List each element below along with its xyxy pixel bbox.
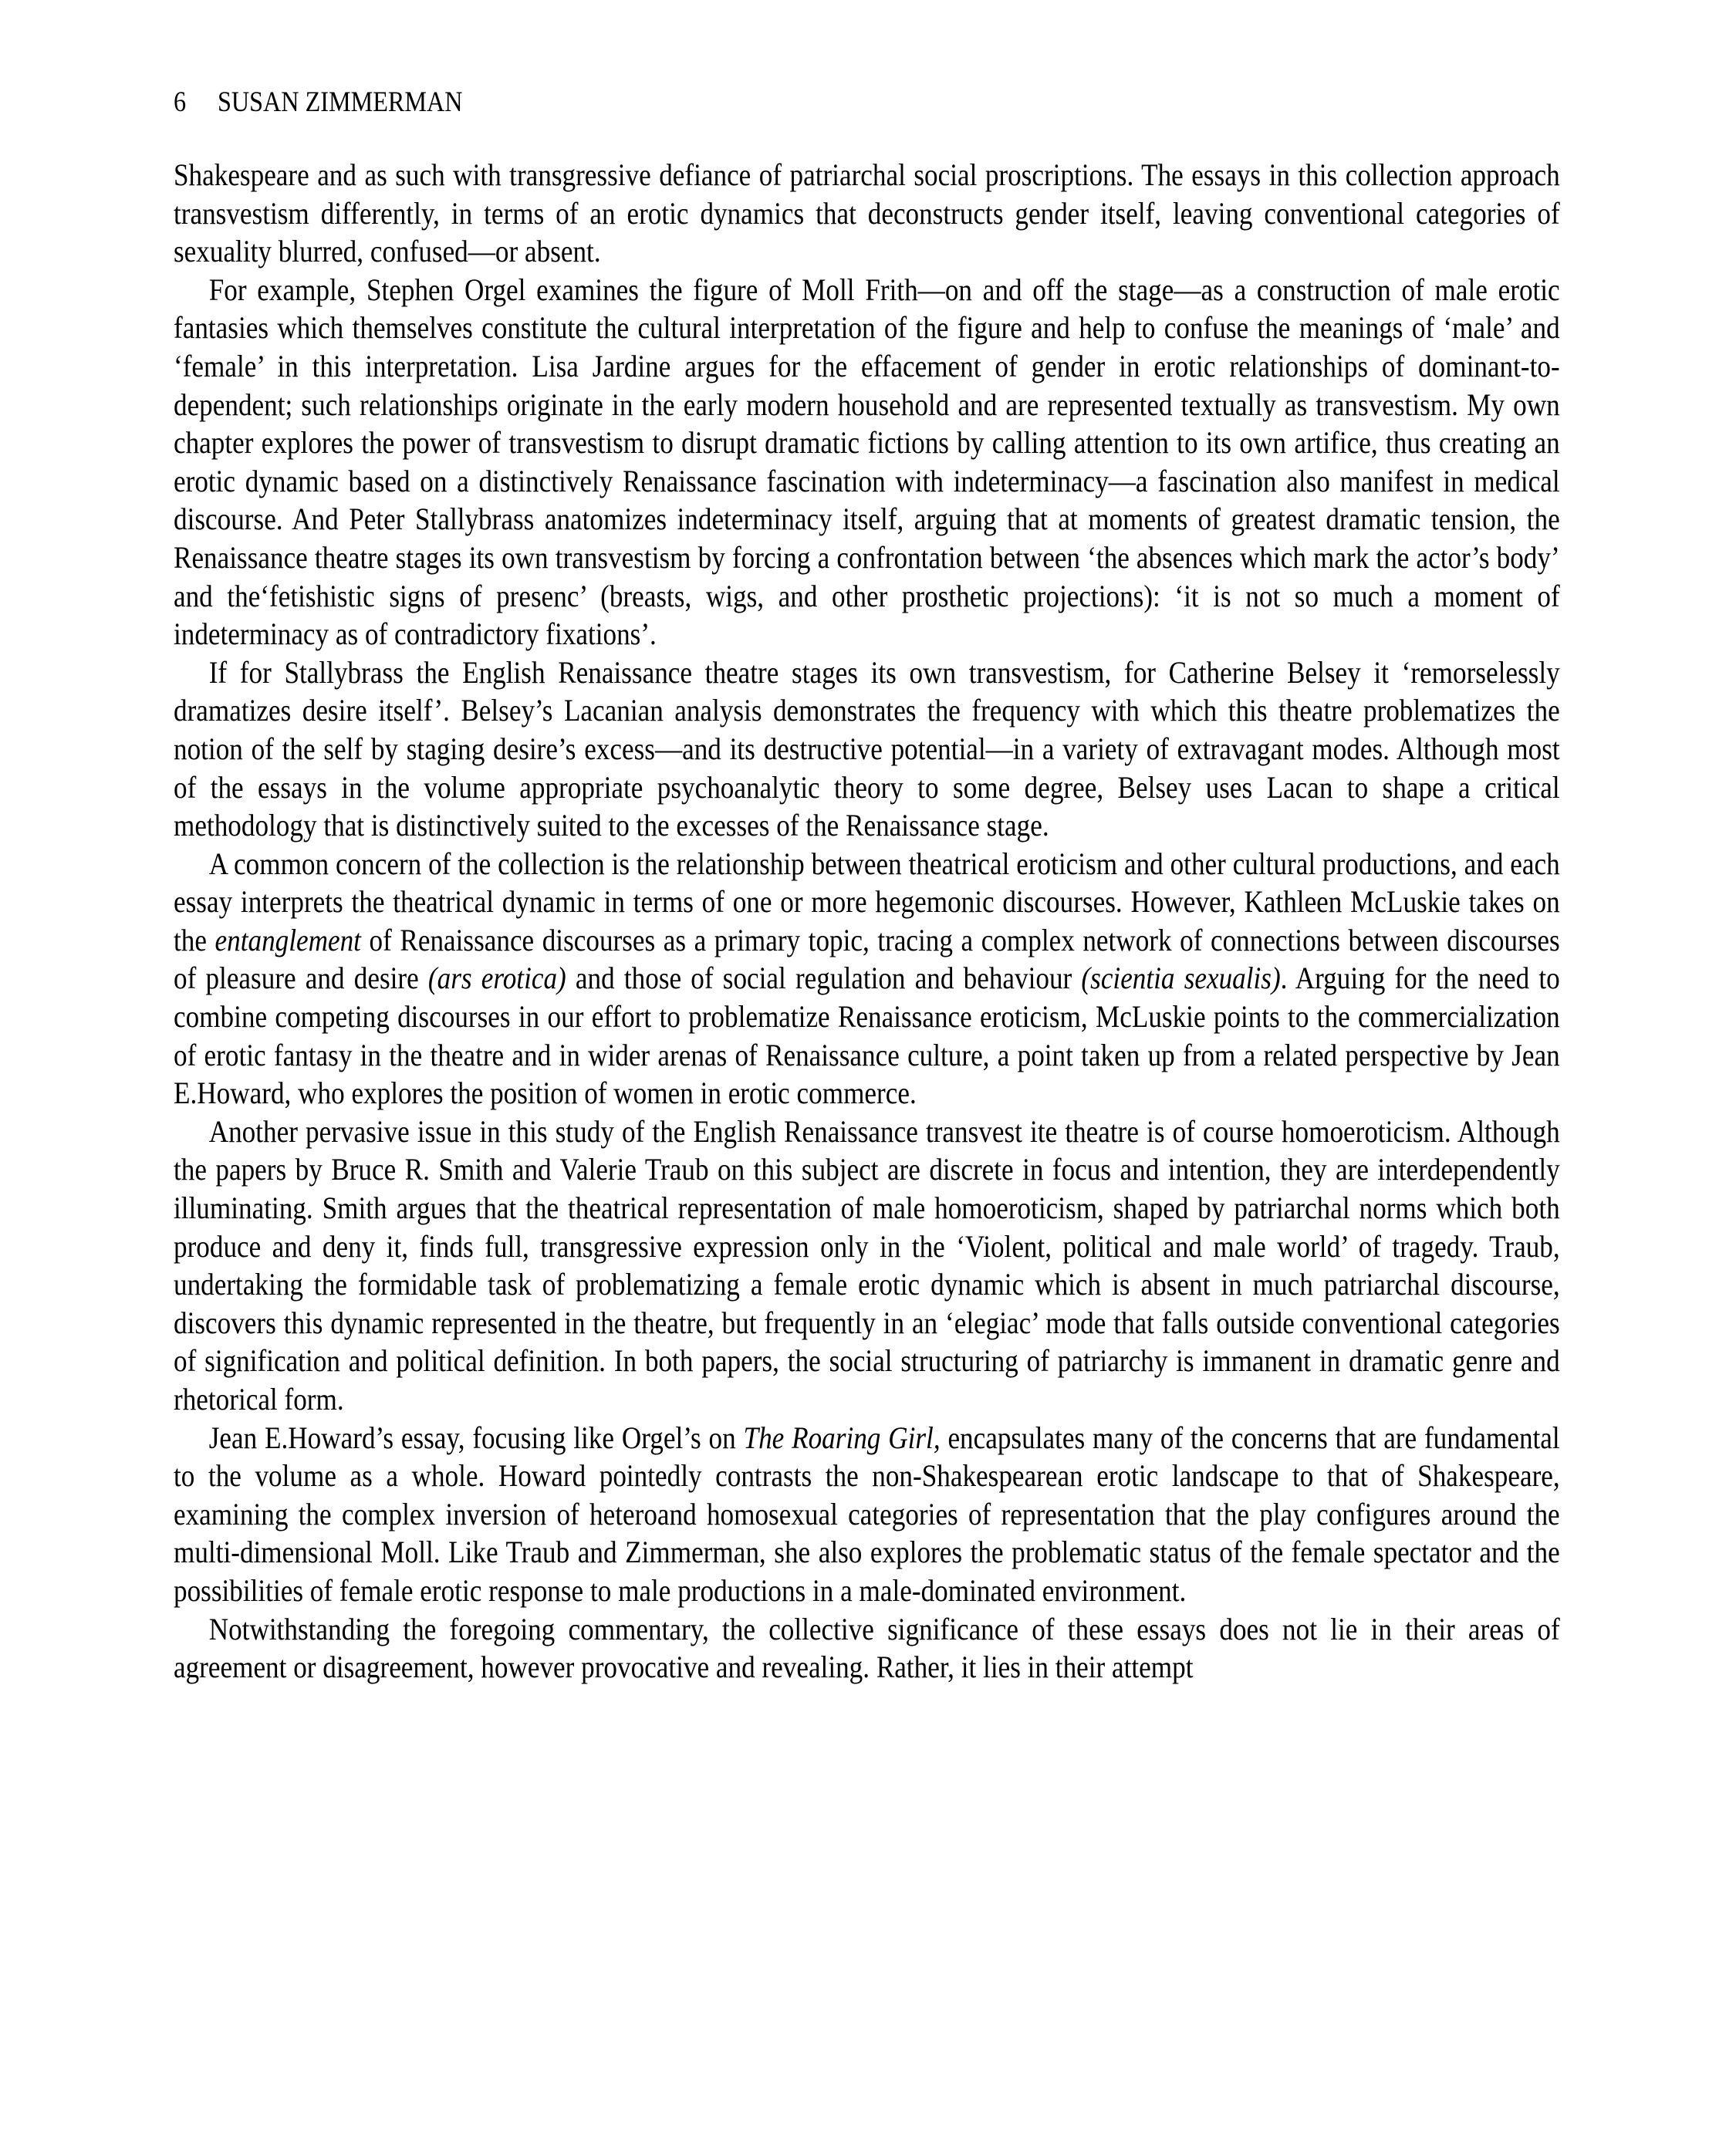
page-number: 6 bbox=[174, 86, 187, 118]
text-segment: . Arguing for the need to combine competing discourses in our effort to problematize Renaissance eroticism, McLuskie points to the commercialization of erotic fantasy in the theatre and in wider arenas of Renaissance culture, a point taken up from a related perspective by Jean E.Howard, who explores the position of women in erotic commerce. bbox=[174, 961, 1560, 1111]
paragraph-7 bbox=[174, 1610, 1560, 1687]
page-body-text bbox=[174, 156, 1560, 1687]
text-segment: A common concern of the collection is the relationship between theatrical eroticism and other cultural productions, and each essay interprets the theatrical dynamic in terms of one or more hegemonic discourses. However, Kathleen McLuskie takes on the bbox=[174, 846, 1560, 957]
text-segment: Another pervasive issue in this study of the English Renaissance transvest ite theatre is of course homoeroticism. Although the papers by Bruce R. Smith and Valerie Traub on this subject are discrete in focus and intention, they are interdependently illuminating. Smith argues that the theatrical representation of male homoeroticism, shaped by patriarchal norms which both produce and deny it, finds full, transgressive expression only in the ‘Violent, political and male world’ of tragedy. Traub, undertaking the formidable task of problematizing a female erotic dynamic which is absent in much patriarchal discourse, discovers this dynamic represented in the theatre, but frequently in an ‘elegiac’ mode that falls outside conventional categories of signification and political definition. In both papers, the social structuring of patriarchy is immanent in dramatic genre and rhetorical form. bbox=[174, 1113, 1560, 1417]
running-header-author: SUSAN ZIMMERMAN bbox=[217, 86, 463, 118]
paragraph-5 bbox=[174, 1113, 1560, 1419]
paragraph-6 bbox=[174, 1419, 1560, 1610]
text-segment: encapsulates many of the concerns that are fundamental to the volume as a whole. Howard pointedly contrasts the non-Shakespearean erotic landscape to that of Shakespeare, examining the complex inversion of heteroand homosexual categories of representation that the play configures around the multi-dimensional Moll. Like Traub and Zimmerman, she also explores the problematic status of the female spectator and the possibilities of female erotic response to male productions in a male-dominated environment. bbox=[174, 1420, 1560, 1608]
text-segment: Notwithstanding the foregoing commentary, the collective significance of these essays does not lie in their areas of agreement or disagreement, however provocative and revealing. Rather, it lies in their attempt bbox=[174, 1611, 1560, 1685]
italic-text-segment: The Roaring Girl, bbox=[743, 1420, 941, 1455]
italic-text-segment: entanglement bbox=[214, 922, 361, 957]
paragraph-4 bbox=[174, 845, 1560, 1113]
paragraph-1 bbox=[174, 156, 1560, 271]
text-segment: of Renaissance discourses as a primary topic, tracing a complex network of connections between discourses of pleasure and desire bbox=[174, 922, 1560, 996]
paragraph-3 bbox=[174, 653, 1560, 845]
text-segment: and those of social regulation and behaviour bbox=[566, 961, 1082, 996]
italic-text-segment: (ars erotica) bbox=[427, 961, 566, 996]
text-segment: Shakespeare and as such with transgressive defiance of patriarchal social proscriptions. The essays in this collection approach transvestism differently, in terms of an erotic dynamics that deconstructs gender itself, leaving conventional categories of sexuality blurred, confused—or absent. bbox=[174, 157, 1560, 269]
running-header bbox=[174, 86, 462, 120]
text-segment: Jean E.Howard’s essay, focusing like Orgel’s on bbox=[208, 1420, 744, 1455]
text-segment: If for Stallybrass the English Renaissance theatre stages its own transvestism, for Catherine Belsey it ‘remorselessly dramatizes desire itself’. Belsey’s Lacanian analysis demonstrates the frequency with which this theatre problematizes the notion of the self by staging desire’s excess—and its destructive potential—in a variety of extravagant modes. Although most of the essays in the volume appropriate psychoanalytic theory to some degree, Belsey uses Lacan to shape a critical methodology that is distinctively suited to the excesses of the Renaissance stage. bbox=[174, 654, 1560, 843]
text-segment: For example, Stephen Orgel examines the figure of Moll Frith—on and off the stage—as a construction of male erotic fantasies which themselves constitute the cultural interpretation of the figure and help to confuse the meanings of ‘male’ and ‘female’ in this interpretation. Lisa Jardine argues for the effacement of gender in erotic relationships of dominant-to-dependent; such relationships originate in the early modern household and are represented textually as transvestism. My own chapter explores the power of transvestism to disrupt dramatic fictions by calling attention to its own artifice, thus creating an erotic dynamic based on a distinctively Renaissance fascination with indeterminacy—a fascination also manifest in medical discourse. And Peter Stallybrass anatomizes indeterminacy itself, arguing that at moments of greatest dramatic tension, the Renaissance theatre stages its own transvestism by forcing a confrontation between ‘the absences which mark the actor’s body’ and the‘fetishistic signs of presenc’ (breasts, wigs, and other prosthetic projections): ‘it is not so much a moment of indeterminacy as of contradictory fixations’. bbox=[174, 272, 1560, 652]
paragraph-2 bbox=[174, 271, 1560, 653]
italic-text-segment: (scientia sexualis) bbox=[1081, 961, 1281, 996]
